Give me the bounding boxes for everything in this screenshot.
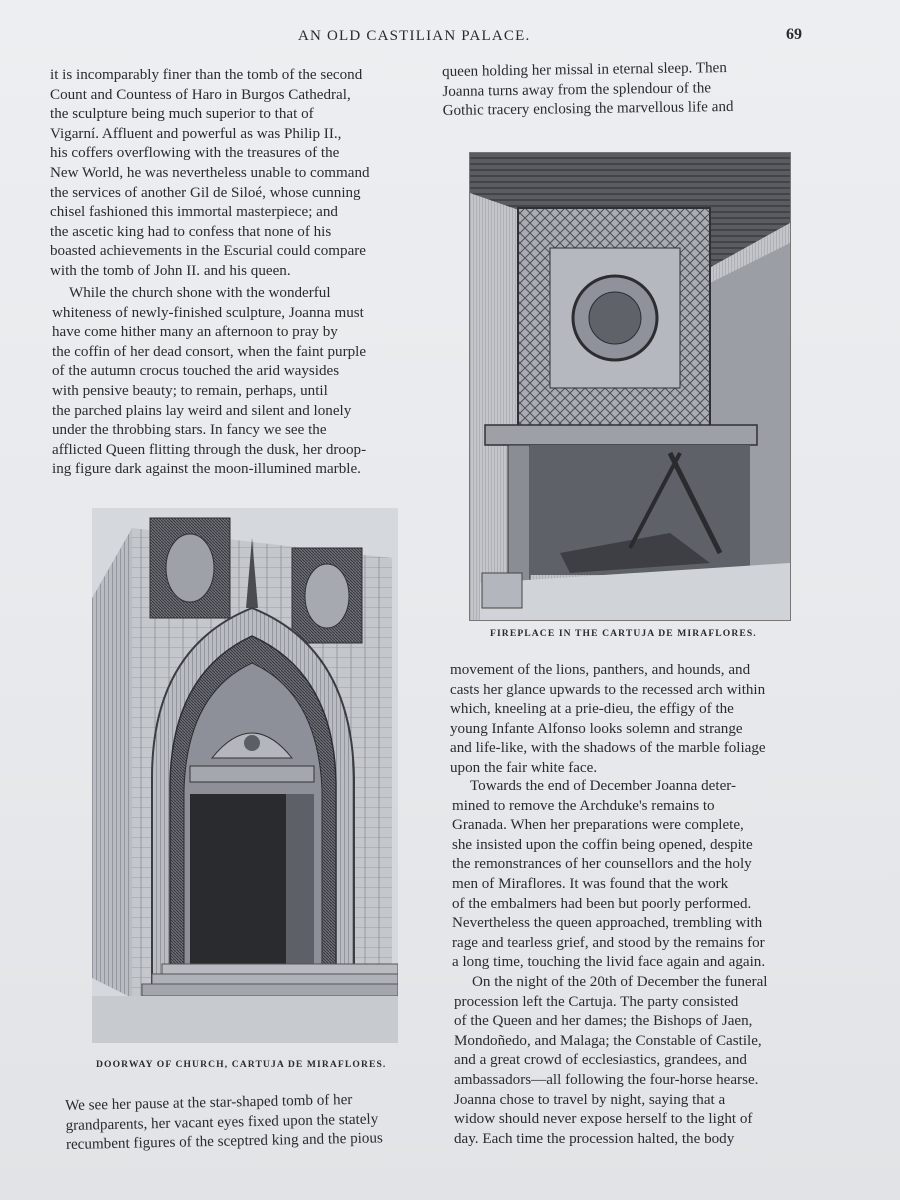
- text-line: rage and tearless grief, and stood by the remains for: [452, 934, 765, 951]
- page-number: 69: [786, 26, 802, 43]
- text-line: Granada. When her preparations were complete,: [452, 817, 744, 834]
- text-line: the coffin of her dead consort, when the faint purple: [52, 343, 367, 360]
- text-line: have come hither many an afternoon to pray by: [52, 324, 338, 341]
- doorway-illustration: [92, 508, 398, 1043]
- text-line: his coffers overflowing with the treasures of the: [50, 145, 340, 162]
- text-line: the ascetic king had to confess that none of his: [50, 223, 332, 240]
- text-line: with the tomb of John II. and his queen.: [50, 262, 291, 279]
- text-line: young Infante Alfonso looks solemn and strange: [450, 720, 743, 737]
- page-header: [0, 28, 900, 50]
- text-line: ambassadors—all following the four-horse hearse.: [454, 1071, 759, 1088]
- fireplace-illustration: [470, 153, 790, 620]
- text-line: afflicted Queen flitting through the dusk, her droop-: [52, 441, 367, 458]
- text-line: Vigarní. Affluent and powerful as was Philip II.,: [50, 125, 342, 142]
- text-line: the remonstrances of her counsellors and the holy: [452, 856, 752, 873]
- text-line: she insisted upon the coffin being opened, despite: [452, 836, 753, 853]
- text-line: Count and Countess of Haro in Burgos Cathedral,: [50, 86, 351, 103]
- left-paragraph-1: [50, 66, 426, 282]
- text-line: chisel fashioned this immortal masterpiece; and: [50, 204, 338, 221]
- text-line: movement of the lions, panthers, and hounds, and: [450, 662, 751, 678]
- text-line: queen holding her missal in eternal sleep. Then: [442, 60, 727, 80]
- text-line: widow should never expose herself to the light of: [454, 1111, 753, 1128]
- right-paragraph-4: [454, 973, 826, 1149]
- text-line: casts her glance upwards to the recessed arch within: [450, 681, 766, 698]
- right-paragraph-3: [452, 777, 820, 973]
- text-line: under the throbbing stars. In fancy we see the: [52, 422, 327, 439]
- text-line: of the autumn crocus touched the arid waysides: [52, 363, 340, 380]
- right-paragraph-1: [442, 58, 811, 122]
- running-title: AN OLD CASTILIAN PALACE.: [298, 28, 531, 44]
- text-line: procession left the Cartuja. The party consisted: [454, 993, 739, 1010]
- text-line: mined to remove the Archduke's remains to: [452, 797, 715, 814]
- text-line: the sculpture being much superior to that of: [50, 106, 314, 123]
- text-line: Nevertheless the queen approached, trembling with: [452, 915, 763, 932]
- text-line: whiteness of newly-finished sculpture, Joanna must: [52, 304, 364, 321]
- text-line: Joanna chose to travel by night, saying that a: [454, 1091, 726, 1108]
- text-line: While the church shone with the wonderful: [69, 285, 331, 301]
- text-line: boasted achievements in the Escurial could compare: [50, 243, 367, 260]
- text-line: Joanna turns away from the splendour of the: [442, 79, 712, 100]
- text-line: Towards the end of December Joanna deter-: [470, 778, 737, 794]
- fireplace-engraving: [469, 152, 791, 621]
- text-line: with pensive beauty; to remain, perhaps, until: [52, 382, 328, 399]
- caption-fireplace: FIREPLACE IN THE CARTUJA DE MIRAFLORES.: [490, 628, 757, 639]
- text-line: recumbent figures of the sceptred king and the pious: [65, 1130, 383, 1154]
- right-paragraph-2: [450, 661, 818, 779]
- text-line: it is incomparably finer than the tomb of the second: [50, 67, 363, 83]
- text-line: a long time, touching the livid face again and again.: [452, 954, 766, 971]
- text-line: Mondoñedo, and Malaga; the Constable of Castile,: [454, 1032, 762, 1049]
- doorway-engraving: [92, 508, 398, 1043]
- text-line: day. Each time the procession halted, the body: [454, 1130, 735, 1147]
- text-line: grandparents, her vacant eyes fixed upon the stately: [65, 1111, 379, 1134]
- text-line: and life-like, with the shadows of the marble foliage: [450, 740, 766, 757]
- caption-doorway: DOORWAY OF CHURCH, CARTUJA DE MIRAFLORES.: [96, 1059, 387, 1070]
- text-line: and a great crowd of ecclesiastics, grandees, and: [454, 1052, 747, 1069]
- text-line: We see her pause at the star-shaped tomb of her: [65, 1091, 353, 1114]
- text-line: of the Queen and her dames; the Bishops of Jaen,: [454, 1013, 753, 1030]
- text-line: upon the fair white face.: [450, 759, 598, 776]
- text-line: Gothic tracery enclosing the marvellous life and: [442, 99, 734, 120]
- text-line: On the night of the 20th of December the funeral: [472, 974, 768, 990]
- text-line: of the embalmers had been but poorly performed.: [452, 895, 752, 912]
- text-line: men of Miraflores. It was found that the work: [452, 875, 729, 892]
- left-paragraph-3: [65, 1089, 438, 1156]
- text-line: ing figure dark against the moon-illumined marble.: [52, 461, 361, 478]
- text-line: which, kneeling at a prie-dieu, the effigy of the: [450, 701, 734, 718]
- left-paragraph-2: [52, 284, 426, 480]
- text-line: New World, he was nevertheless unable to command: [50, 164, 370, 181]
- text-line: the services of another Gil de Siloé, whose cunning: [50, 184, 361, 201]
- text-line: the parched plains lay weird and silent and lonely: [52, 402, 352, 419]
